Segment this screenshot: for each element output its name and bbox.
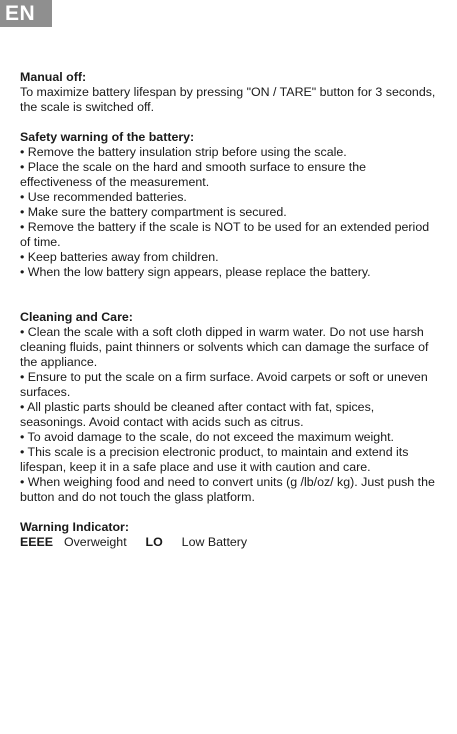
warning-indicator-heading: Warning Indicator: [20,520,129,534]
low-battery-label: Low Battery [181,535,248,549]
battery-safety-section [20,130,438,280]
list-item: • Remove the battery if the scale is NOT to be used for an extended period of time. [20,220,430,249]
cleaning-care-heading: Cleaning and Care: [20,310,133,324]
list-item: • Use recommended batteries. [20,190,187,204]
low-battery-code: LO [145,535,163,549]
list-item: • When weighing food and need to convert units (g /lb/oz/ kg). Just push the button and do not touch the glass platform. [20,475,435,504]
list-item: • When the low battery sign appears, please replace the battery. [20,265,371,279]
cleaning-care-section [20,310,438,505]
list-item: • Keep batteries away from children. [20,250,219,264]
list-item: • Place the scale on the hard and smooth surface to ensure the effectiveness of the measurement. [20,160,366,189]
list-item: • To avoid damage to the scale, do not exceed the maximum weight. [20,430,394,444]
manual-content [20,70,438,550]
overweight-label: Overweight [63,535,127,549]
list-item: • Make sure the battery compartment is secured. [20,205,287,219]
language-tab: EN [0,0,52,27]
warning-indicator-section [20,520,438,550]
overweight-code: EEEE [20,535,54,549]
cleaning-care-list [20,325,438,505]
warning-indicator-row [20,535,438,550]
battery-safety-list [20,145,438,280]
list-item: • Clean the scale with a soft cloth dipped in warm water. Do not use harsh cleaning fluids, paint thinners or solvents which can damage the surface of the appliance. [20,325,429,369]
list-item: • This scale is a precision electronic product, to maintain and extend its lifespan, keep it in a safe place and use it with caution and care. [20,445,409,474]
manual-off-section [20,70,438,115]
list-item: • All plastic parts should be cleaned after contact with fat, spices, seasonings. Avoid contact with acids such as citrus. [20,400,375,429]
manual-off-heading: Manual off: [20,70,87,84]
manual-off-text: To maximize battery lifespan by pressing "ON / TARE" button for 3 seconds, the scale is switched off. [20,85,436,114]
list-item: • Ensure to put the scale on a firm surface. Avoid carpets or soft or uneven surfaces. [20,370,428,399]
battery-safety-heading: Safety warning of the battery: [20,130,195,144]
list-item: • Remove the battery insulation strip before using the scale. [20,145,347,159]
